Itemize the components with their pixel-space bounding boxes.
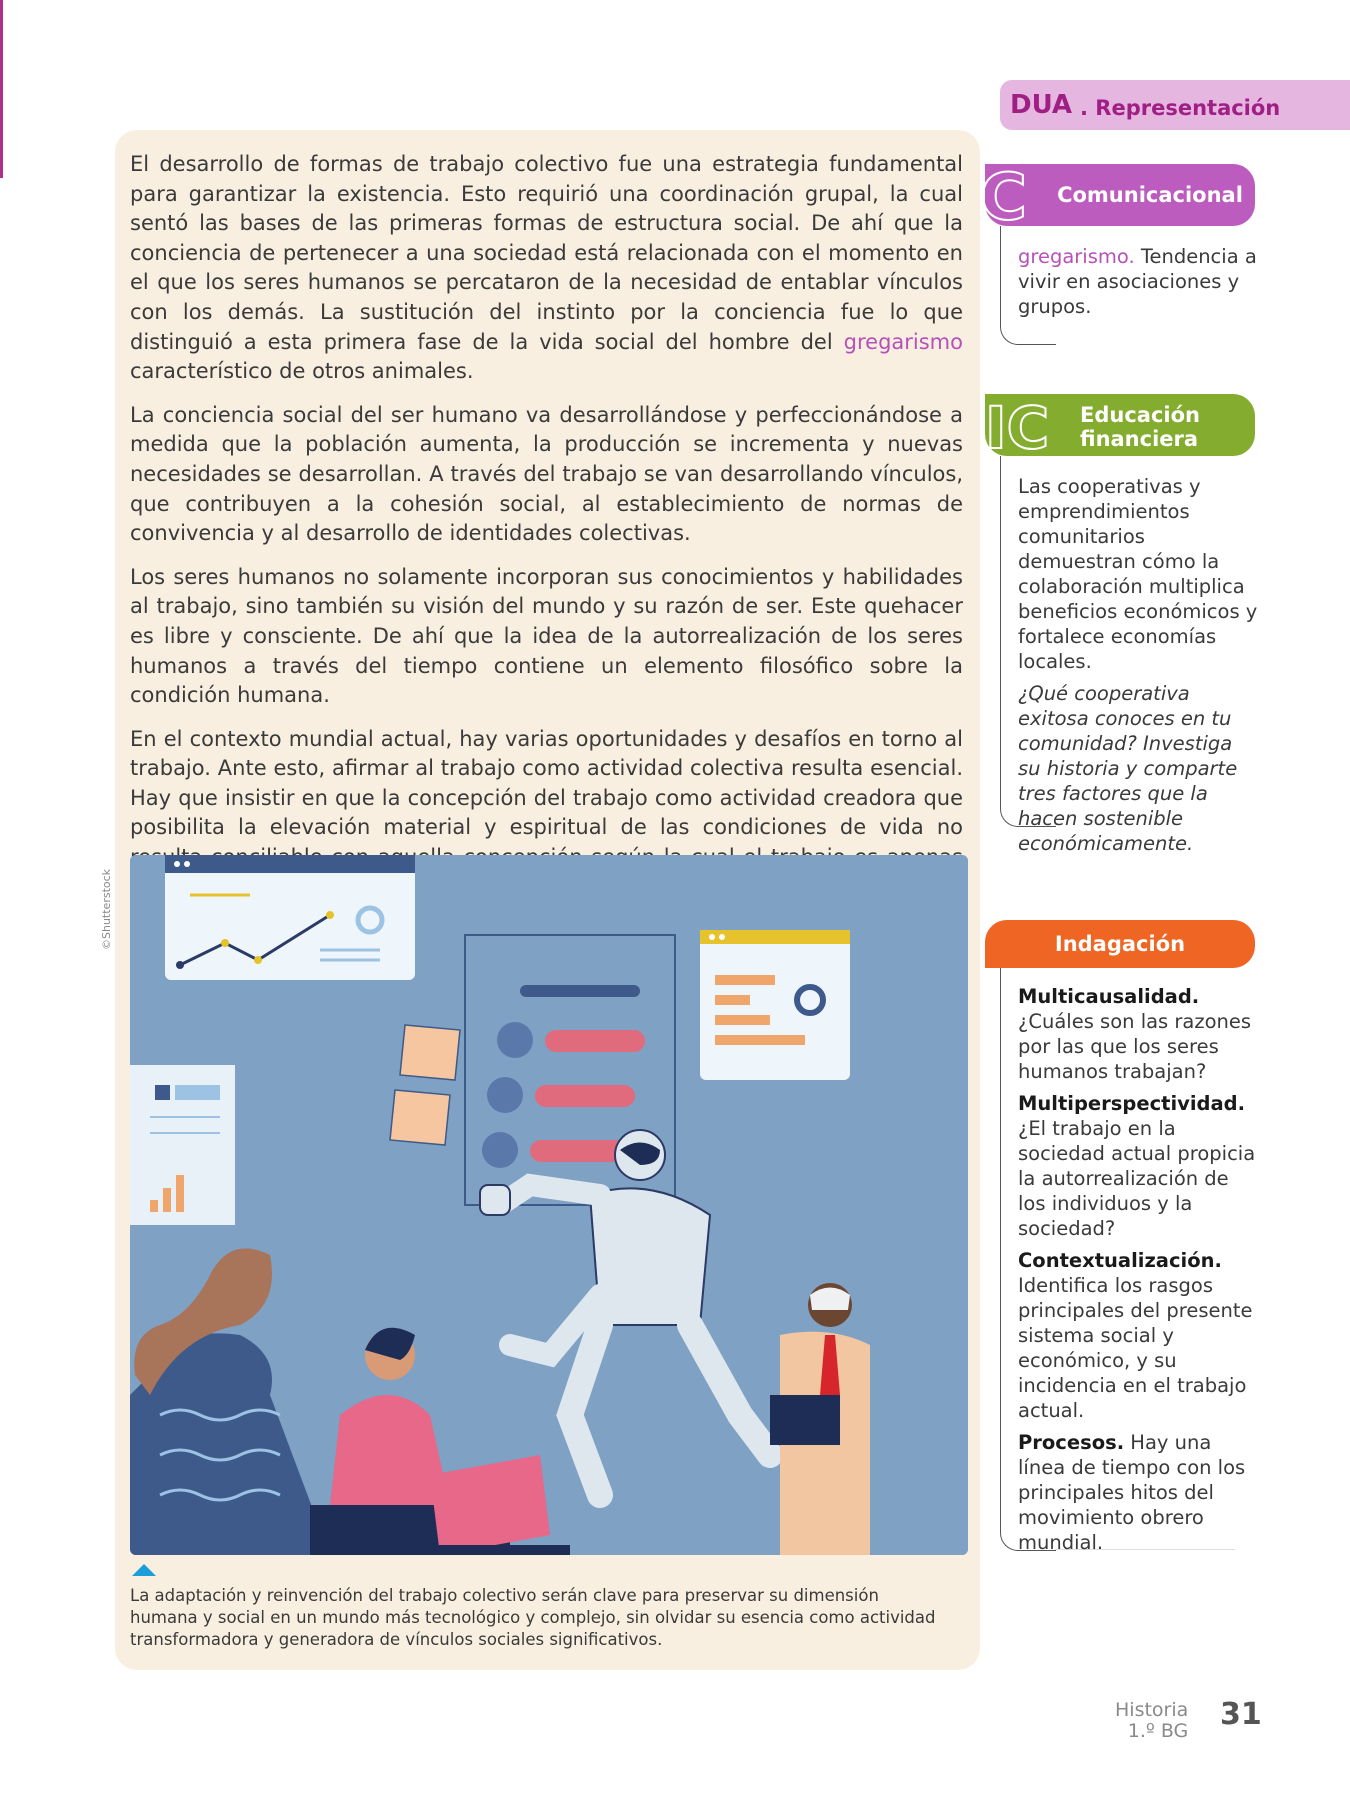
page-number: 31 <box>1220 1697 1262 1732</box>
caption-arrow-icon <box>132 1564 156 1576</box>
educacion-title-line1: Educación <box>1080 403 1200 427</box>
main-text <box>130 150 963 946</box>
comunicacional-title: Comunicacional <box>1057 183 1243 207</box>
comunicacional-text: gregarismo. Tendencia a vivir en asociaciones y grupos. <box>1018 245 1257 318</box>
educacion-question: ¿Qué cooperativa exitosa conoces en tu comunidad? Investiga su historia y comparte tres factores que la hacen sostenible económicamente. <box>1018 682 1238 855</box>
bar-chart-panel <box>130 1065 235 1225</box>
paragraph-1: El desarrollo de formas de trabajo colectivo fue una estrategia fundamental para garantizar la existencia. Esto requirió una coordinación grupal, la cual sentó las bases de las primeras formas de estructura social. De ahí que la conciencia de pertenecer a una sociedad está relacionada con el momento en el que los seres humanos se percataron de la necesidad de entablar vínculos con los demás. La sustitución del instinto por la conciencia fue lo que distinguió a esta primera fase de la vida social del hombre del gregarismo característico de otros animales. <box>130 152 963 384</box>
educacion-ic-icon: IC <box>985 394 1050 462</box>
dua-label: DUA <box>1010 90 1073 120</box>
glossary-term-gregarismo[interactable]: gregarismo <box>843 329 963 354</box>
image-caption: La adaptación y reinvención del trabajo colectivo serán clave para preservar su dimensión humana y social en un mundo más tecnológico y complejo, sin olvidar su esencia como actividad transformadora y generadora de vínculos sociales significativos. <box>130 1586 936 1649</box>
educacion-text <box>1018 474 1258 863</box>
left-margin-rule <box>0 0 3 178</box>
report-window <box>700 930 850 1080</box>
indagacion-header <box>985 920 1255 968</box>
educacion-title-line2: financiera <box>1080 427 1199 451</box>
teamwork-robot-illustration <box>130 855 968 1555</box>
indagacion-item: Multicausalidad. ¿Cuáles son las razones por las que los seres humanos trabajan? <box>1018 985 1252 1083</box>
indagacion-item: Procesos. Hay una línea de tiempo con los principales hitos del movimiento obrero mundial. <box>1018 1431 1246 1554</box>
indagacion-item: Multiperspectividad. ¿El trabajo en la sociedad actual propicia la autorrealización de los individuos y la sociedad? <box>1018 1092 1256 1240</box>
comunicacional-c-icon: C <box>980 161 1027 235</box>
glossary-term: gregarismo. <box>1018 245 1135 268</box>
line-chart-window <box>165 855 415 980</box>
indagacion-list <box>1018 984 1258 1562</box>
footer-subject: Historia 1.º BG <box>1115 1699 1189 1742</box>
paragraph-4: En el contexto mundial actual, hay varias oportunidades y desafíos en torno al trabajo. Ante esto, afirmar al trabajo como actividad colectiva resulta esencial. Hay que insistir en que la concepción del trabajo como actividad creadora que posibilita la elevación material y espiritual de las condiciones de vida no <box>130 726 963 840</box>
image-credit: ©Shutterstock <box>100 868 113 950</box>
dua-section-name: . Representación <box>1080 96 1281 120</box>
paragraph-2: La conciencia social del ser humano va desarrollándose y perfeccionándose a medida que la población aumenta, la producción se incrementa y nuevas necesidades se desarrollan. A través del trabajo se van desarrollando vínculos, que contribuyen a la cohesión social, al establecimiento de normas de convivencia y al desarrollo de identidades colectivas. <box>130 402 963 546</box>
paragraph-3: Los seres humanos no solamente incorporan sus conocimientos y habilidades al trabajo, sino también su visión del mundo y su razón de ser. Este quehacer es libre y consciente. De ahí que la idea de la autorrealización de los seres humanos a través del tiempo contiene un elemento filosófico sobre la condición humana. <box>130 564 963 708</box>
illustration-art <box>130 855 968 1555</box>
educacion-body: Las cooperativas y emprendimientos comunitarios demuestran cómo la colaboración multiplica beneficios económicos y fortalece economías locales. <box>1018 475 1258 673</box>
indagacion-item: Contextualización. Identifica los rasgos principales del presente sistema social y económico, y su incidencia en el trabajo actual. <box>1018 1249 1253 1422</box>
indagacion-title: Indagación <box>1054 932 1186 956</box>
